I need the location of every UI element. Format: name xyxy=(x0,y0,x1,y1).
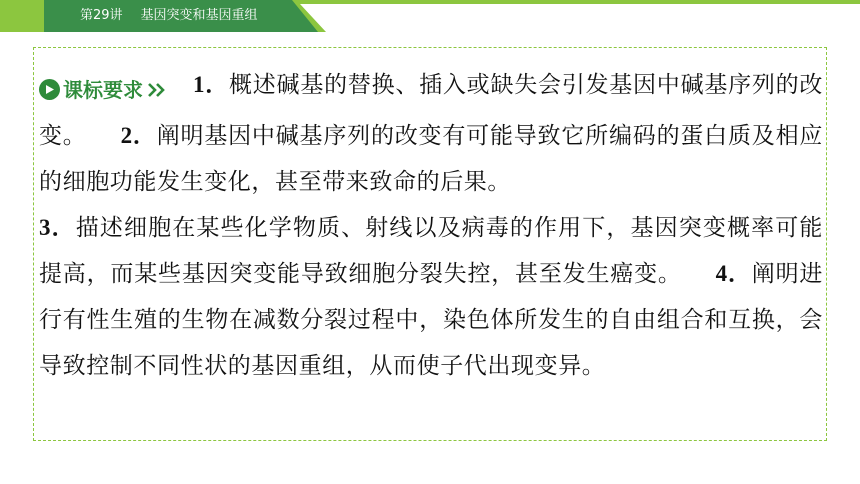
lecture-number: 第29讲 xyxy=(80,8,123,23)
requirement-3-number: 3． xyxy=(39,214,76,240)
requirement-3-text: 描述细胞在某些化学物质、射线以及病毒的作用下，基因突变概率可能提高，而某些基因突变能导致细胞分裂失控，甚至发生癌变。 xyxy=(39,214,823,287)
requirements-box xyxy=(33,47,827,441)
requirement-1-number: 1． xyxy=(193,72,230,97)
requirement-4-number: 4． xyxy=(715,260,752,286)
requirement-2-number: 2． xyxy=(120,122,157,148)
header-bar xyxy=(0,0,860,32)
header-title xyxy=(80,7,258,25)
play-arrow-circle-icon xyxy=(39,79,60,100)
double-chevron-right-icon xyxy=(147,82,167,98)
requirement-1-text: 概述碱基的替换、插入或缺失会引发基因中碱基序列的改变。 xyxy=(39,72,823,149)
requirement-2-text: 阐明基因中碱基序列的改变有可能导致它所编码的蛋白质及相应的细胞功能发生变化，甚至带来致命的后果。 xyxy=(39,122,823,195)
requirement-4-text: 阐明进行有性生殖的生物在减数分裂过程中，染色体所发生的自由组合和互换，会导致控制不同性状的基因重组，从而使子代出现变异。 xyxy=(39,260,823,379)
curriculum-requirements-tag xyxy=(39,67,167,113)
tag-label: 课标要求 xyxy=(63,77,143,102)
lecture-title: 基因突变和基因重组 xyxy=(140,8,258,23)
requirements-text xyxy=(39,62,823,389)
